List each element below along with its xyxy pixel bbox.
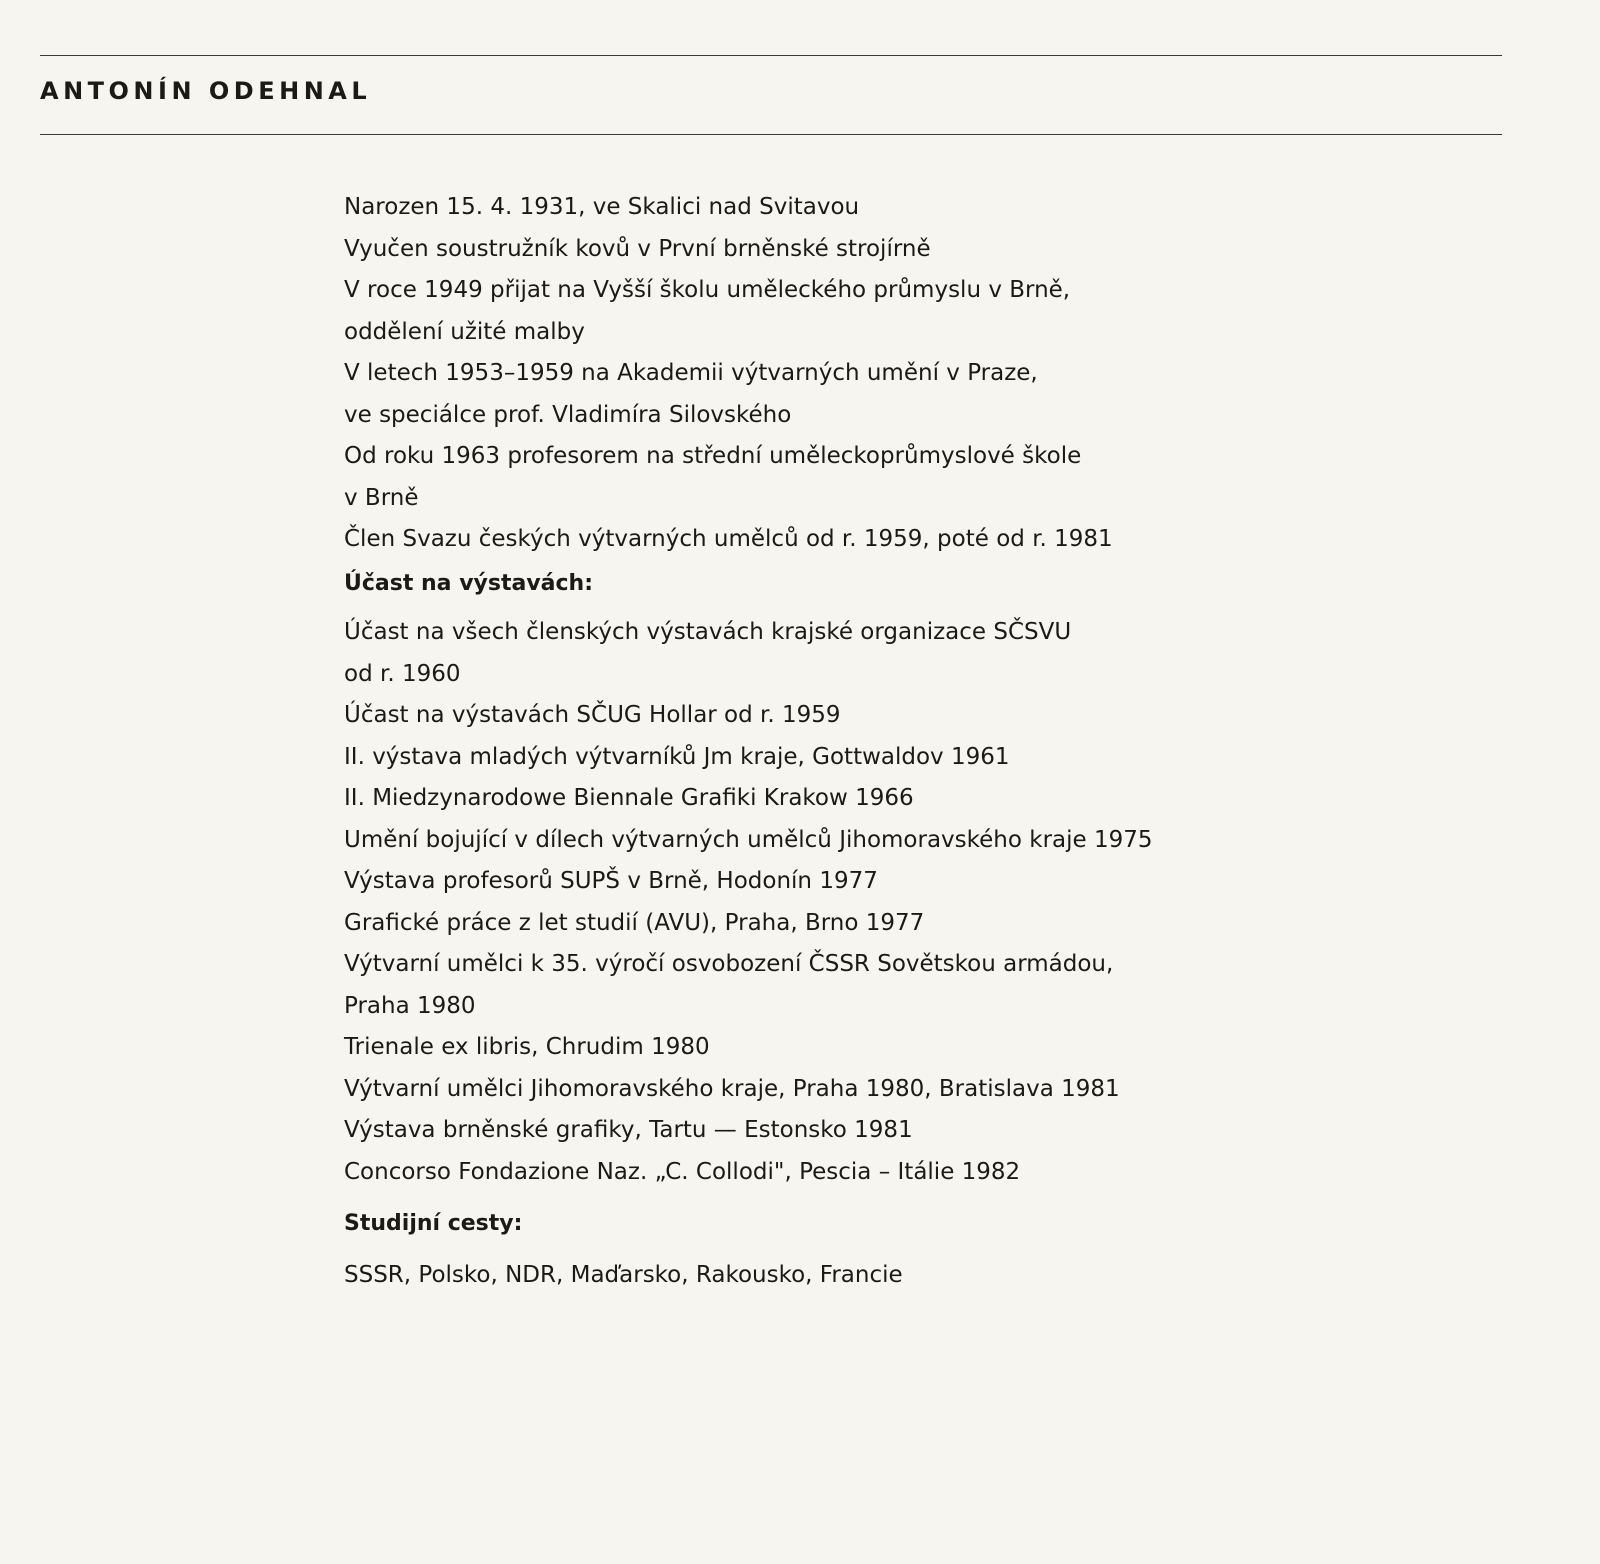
header-rule [40, 134, 1502, 135]
exhibitions-heading: Účast na výstavách: [344, 570, 594, 596]
bio-line: Vyučen soustružník kovů v První brněnské strojírně [344, 235, 931, 262]
author-name: ANTONÍN ODEHNAL [40, 77, 372, 105]
exhibition-line: Výstava profesorů SUPŠ v Brně, Hodonín 1977 [344, 868, 878, 894]
bio-line: V letech 1953–1959 na Akademii výtvarných umění v Praze, [344, 360, 1038, 386]
biography-block [344, 187, 1344, 561]
exhibition-line: Grafické práce z let studií (AVU), Praha, Brno 1977 [344, 909, 925, 936]
exhibition-line: Výtvarní umělci k 35. výročí osvobození ČSSR Sovětskou armádou, [344, 951, 1114, 977]
biography-content [344, 187, 1344, 1296]
exhibition-line: Účast na všech členských výstavách krajské organizace SČSVU [344, 619, 1072, 645]
bio-line: Člen Svazu českých výtvarných umělců od r. 1959, poté od r. 1981 [344, 526, 1113, 552]
study-trips-heading: Studijní cesty: [344, 1211, 523, 1236]
exhibition-line: Praha 1980 [344, 992, 476, 1019]
bio-line: Narozen 15. 4. 1931, ve Skalici nad Svitavou [344, 194, 860, 220]
bio-line: Od roku 1963 profesorem na střední uměleckoprůmyslové škole [344, 443, 1082, 469]
exhibitions-list [344, 612, 1344, 1193]
bio-line: V roce 1949 přijat na Vyšší školu uměleckého průmyslu v Brně, [344, 277, 1071, 303]
bio-line: ve speciálce prof. Vladimíra Silovského [344, 401, 792, 428]
exhibition-line: II. výstava mladých výtvarníků Jm kraje, Gottwaldov 1961 [344, 743, 1010, 770]
exhibition-line: od r. 1960 [344, 660, 461, 687]
study-trips-list [344, 1255, 1344, 1297]
exhibition-line: Účast na výstavách SČUG Hollar od r. 1959 [344, 702, 841, 728]
exhibition-line: Výtvarní umělci Jihomoravského kraje, Praha 1980, Bratislava 1981 [344, 1075, 1120, 1102]
bio-line: v Brně [344, 484, 419, 511]
exhibition-line: Concorso Fondazione Naz. „C. Collodi", Pescia – Itálie 1982 [344, 1158, 1021, 1185]
exhibition-line: Výstava brněnské grafiky, Tartu — Estonsko 1981 [344, 1117, 913, 1143]
study-trip-line: SSSR, Polsko, NDR, Maďarsko, Rakousko, Francie [344, 1261, 903, 1288]
exhibition-line: Umění bojující v dílech výtvarných umělců Jihomoravského kraje 1975 [344, 826, 1153, 853]
exhibition-line: Trienale ex libris, Chrudim 1980 [344, 1034, 710, 1060]
exhibition-line: II. Miedzynarodowe Biennale Grafiki Krakow 1966 [344, 785, 914, 811]
bio-line: oddělení užité malby [344, 318, 585, 345]
top-rule [40, 55, 1502, 56]
